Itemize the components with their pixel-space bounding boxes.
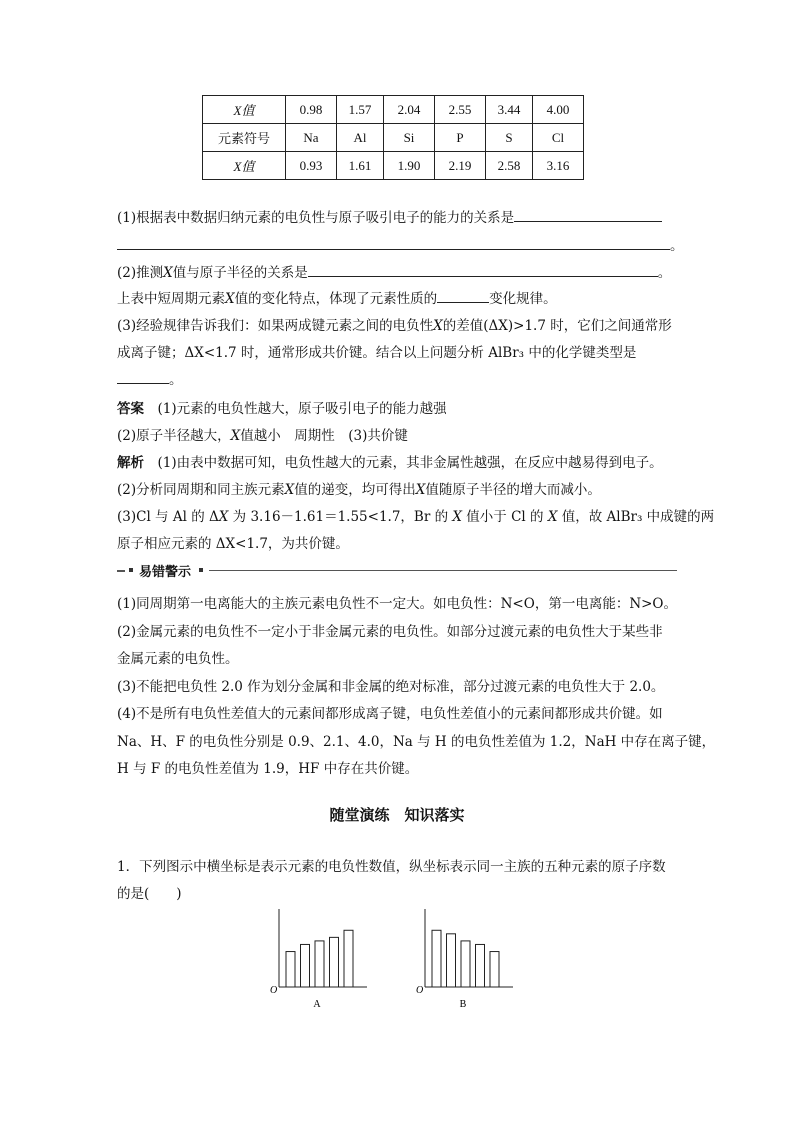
table-row [203, 96, 584, 124]
variable-x: X [225, 291, 235, 307]
table-cell: 1.57 [337, 96, 384, 124]
origin-label: O [416, 985, 424, 996]
table-cell: Cl [533, 124, 584, 152]
analysis-line-3 [117, 505, 714, 525]
variable-x: X [284, 482, 295, 498]
table-row [203, 124, 584, 152]
question-text: 上表中短周期元素 [117, 291, 225, 307]
section-title: 随堂演练 知识落实 [329, 806, 465, 824]
answer-label: 答案 [117, 401, 144, 417]
question-2 [117, 261, 671, 281]
chart-b[interactable] [408, 905, 518, 1015]
punctuation: 。 [169, 372, 183, 388]
bar [432, 930, 441, 987]
divider [209, 570, 677, 571]
origin-label: O [270, 985, 278, 996]
question-1 [117, 206, 662, 226]
answer-blank[interactable] [117, 235, 670, 250]
table-cell: S [486, 124, 533, 152]
table-cell: 4.00 [533, 96, 584, 124]
question-text: 的差值(ΔX)>1.7 时，它们之间通常形 [442, 318, 672, 334]
table-cell: Na [286, 124, 337, 152]
warning-item: Na、H、F 的电负性分别是 0.9、2.1、4.0，Na 与 H 的电负性差值为 1.2，NaH 中存在离子键， [117, 734, 716, 750]
chart-a[interactable] [262, 905, 372, 1015]
analysis-text: (3)Cl 与 Al 的 Δ [117, 509, 219, 525]
warning-item: (1)同周期第一电离能大的主族元素电负性不一定大。如电负性：N<O，第一电离能：N>O。 [117, 596, 678, 612]
bar [447, 934, 456, 987]
warning-item: (4)不是所有电负性差值大的元素间都形成离子键，电负性差值小的元素间都形成共价键。如 [117, 706, 663, 722]
exercise-question: 的是( ) [117, 886, 182, 902]
table-cell: 1.61 [337, 152, 384, 180]
question-text: (1)根据表中数据归纳元素的电负性与原子吸引电子的能力的关系是 [117, 210, 515, 226]
answer-text: (2)原子半径越大， [117, 428, 231, 444]
question-2-cont [117, 287, 557, 307]
analysis-line-4 [117, 532, 349, 552]
analysis-text: 值的递变，均可得出 [294, 482, 416, 498]
answer-line-1 [117, 397, 447, 417]
exercise-question: 1．下列图示中横坐标是表示元素的电负性数值，纵坐标表示同一主族的五种元素的原子序数 [117, 859, 666, 875]
chart-label: B [459, 999, 467, 1010]
analysis-line-2 [117, 478, 601, 498]
table-cell: P [435, 124, 486, 152]
table-cell: Al [337, 124, 384, 152]
table-cell: 0.98 [286, 96, 337, 124]
variable-x: X [433, 318, 443, 334]
warning-title: 易错警示 [139, 565, 192, 580]
answer-text: 值越小 周期性 (3)共价键 [240, 428, 408, 444]
row-header: X值 [203, 152, 286, 180]
analysis-text: 原子相应元素的 ΔX<1.7，为共价键。 [117, 536, 349, 552]
analysis-text: 值小于 Cl 的 [462, 509, 548, 525]
analysis-line-1 [117, 451, 663, 471]
analysis-text: 为 3.16－1.61＝1.55<1.7，Br 的 [228, 509, 453, 525]
row-header: 元素符号 [203, 124, 286, 152]
question-3-cont [117, 341, 636, 361]
punctuation: 。 [670, 238, 684, 254]
question-3 [117, 314, 672, 334]
table-cell: 1.90 [384, 152, 435, 180]
question-1-cont [117, 234, 684, 254]
bar [490, 952, 499, 987]
bar [301, 944, 310, 987]
row-header: X值 [203, 96, 286, 124]
divider [117, 570, 125, 572]
warning-header [117, 563, 677, 579]
warning-item: H 与 F 的电负性差值为 1.9，HF 中存在共价键。 [117, 761, 419, 777]
bar [330, 937, 339, 987]
bar [344, 930, 353, 987]
warning-item: 金属元素的电负性。 [117, 651, 239, 667]
table-cell: 2.19 [435, 152, 486, 180]
question-text: (2)推测 [117, 265, 164, 281]
punctuation: 。 [657, 265, 672, 281]
analysis-text: (1)由表中数据可知，电负性越大的元素，其非金属性越强，在反应中越易得到电子。 [157, 455, 663, 471]
question-text: (3)经验规律告诉我们：如果两成键元素之间的电负性 [117, 318, 434, 334]
answer-blank[interactable] [117, 369, 169, 384]
table-cell: 2.04 [384, 96, 435, 124]
analysis-text: 值，故 AlBr₃ 中成键的两 [557, 509, 715, 525]
bar [315, 941, 324, 987]
bar [476, 944, 485, 987]
question-text: 成离子键；ΔX<1.7 时，通常形成共价键。结合以上问题分析 AlBr₃ 中的化学键类型是 [117, 345, 637, 361]
answer-blank[interactable] [437, 288, 489, 303]
table-cell: 0.93 [286, 152, 337, 180]
variable-x: X [230, 428, 241, 444]
bar [461, 941, 470, 987]
warning-item: (3)不能把电负性 2.0 作为划分金属和非金属的绝对标准，部分过渡元素的电负性大于 2.0。 [117, 679, 665, 695]
question-text: 变化规律。 [489, 291, 557, 307]
variable-x: X [452, 509, 463, 525]
question-3-blank [117, 368, 183, 388]
answer-blank[interactable] [308, 262, 658, 277]
answer-blank[interactable] [514, 207, 662, 222]
table-row [203, 152, 584, 180]
bullet-icon [199, 568, 203, 572]
table-cell: 3.44 [486, 96, 533, 124]
table-cell: 2.58 [486, 152, 533, 180]
table-cell: 2.55 [435, 96, 486, 124]
variable-x: X [218, 509, 229, 525]
bar [286, 952, 295, 987]
question-text: 值与原子半径的关系是 [172, 265, 308, 281]
variable-x: X [415, 482, 426, 498]
answer-line-2 [117, 424, 408, 444]
question-text: 值的变化特点，体现了元素性质的 [234, 291, 438, 307]
bullet-icon [129, 568, 133, 572]
table-cell: Si [384, 124, 435, 152]
chart-label: A [313, 999, 321, 1010]
electronegativity-table [202, 95, 584, 180]
variable-x: X [163, 265, 173, 281]
answer-text: (1)元素的电负性越大，原子吸引电子的能力越强 [157, 401, 447, 417]
analysis-text: 值随原子半径的增大而减小。 [425, 482, 601, 498]
warning-item: (2)金属元素的电负性不一定小于非金属元素的电负性。如部分过渡元素的电负性大于某些非 [117, 624, 663, 640]
analysis-label: 解析 [117, 455, 144, 471]
analysis-text: (2)分析同周期和同主族元素 [117, 482, 285, 498]
table-cell: 3.16 [533, 152, 584, 180]
variable-x: X [547, 509, 558, 525]
